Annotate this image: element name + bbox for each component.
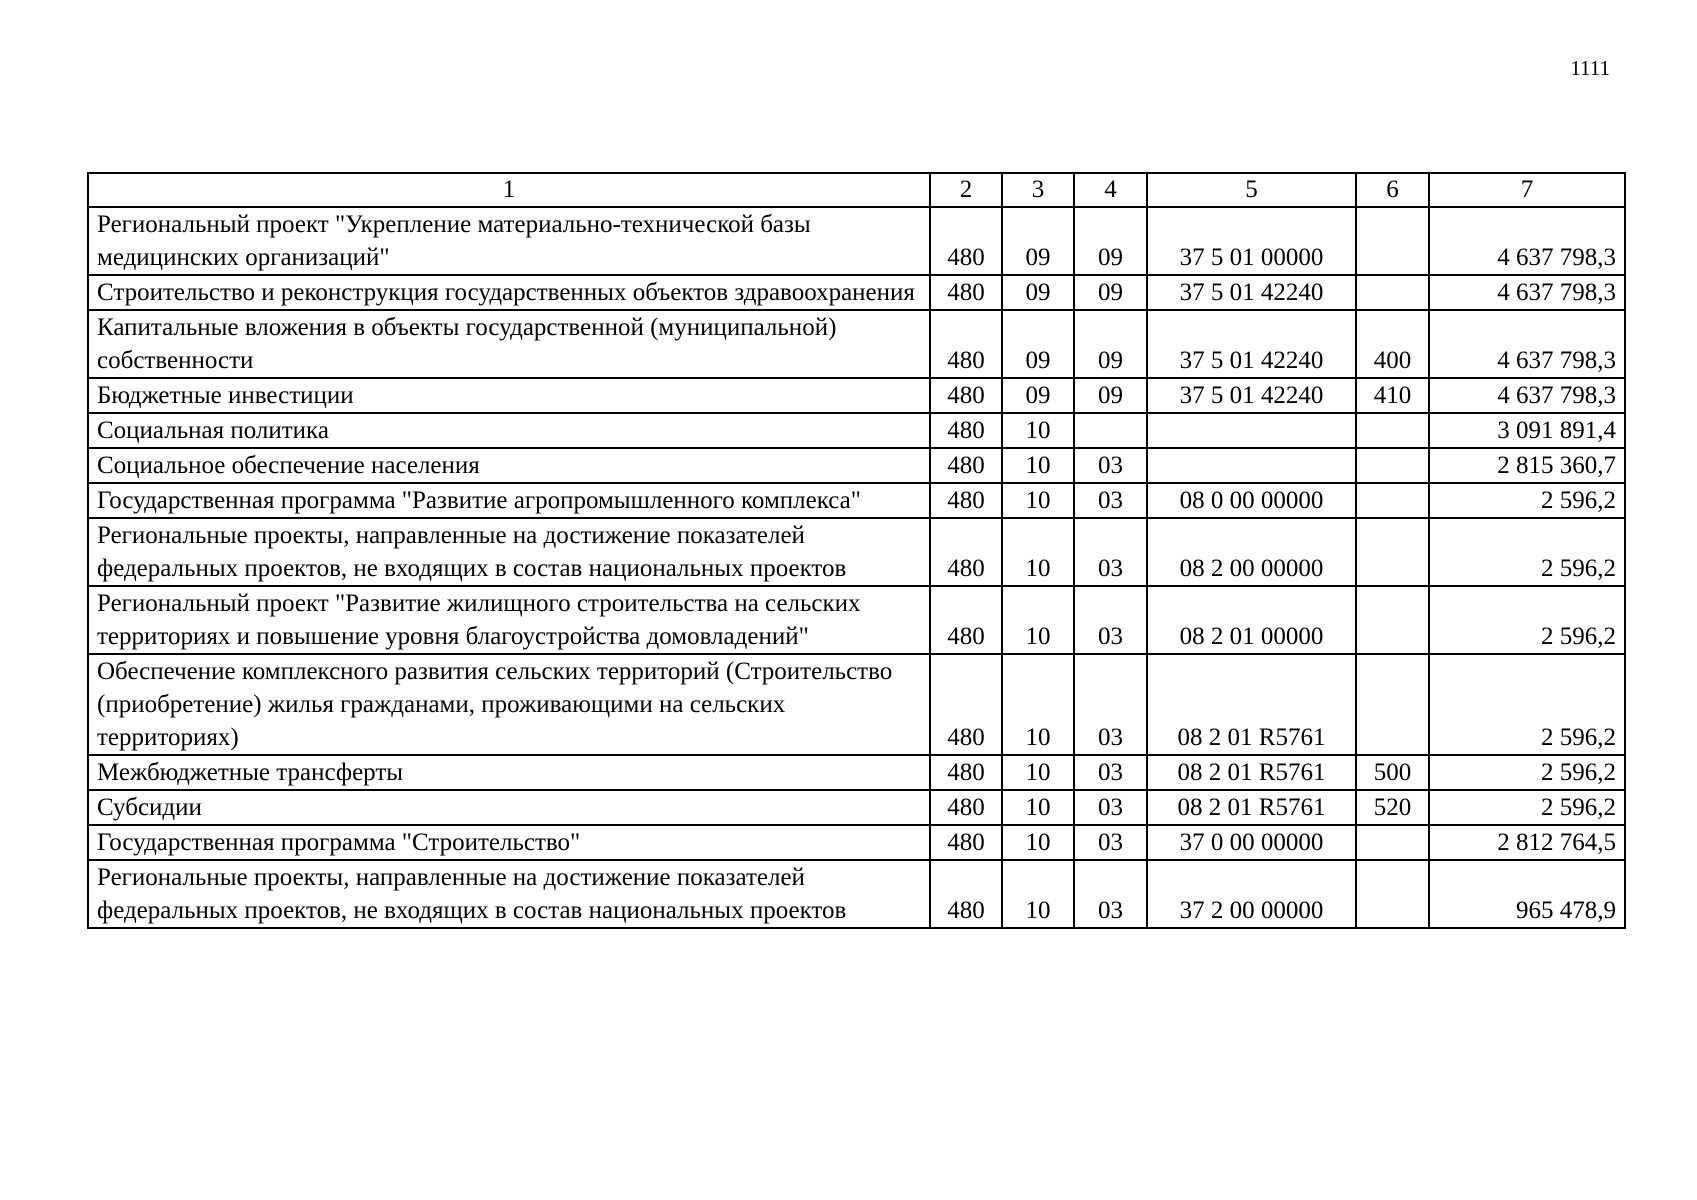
cell-col6	[1356, 586, 1429, 654]
cell-col2: 480	[930, 413, 1002, 448]
cell-col4: 09	[1074, 275, 1147, 310]
cell-col7: 2 596,2	[1429, 483, 1625, 518]
row-name: Субсидии	[88, 790, 930, 825]
cell-col3: 10	[1002, 586, 1074, 654]
header-cell: 4	[1074, 173, 1147, 207]
cell-col6: 400	[1356, 310, 1429, 378]
table-row	[88, 378, 1625, 413]
cell-col7: 2 815 360,7	[1429, 448, 1625, 483]
cell-col6	[1356, 207, 1429, 275]
cell-col2: 480	[930, 483, 1002, 518]
cell-col5: 08 0 00 00000	[1147, 483, 1356, 518]
table-row	[88, 310, 1625, 378]
cell-col7: 2 596,2	[1429, 586, 1625, 654]
cell-col3: 10	[1002, 860, 1074, 928]
table-row	[88, 448, 1625, 483]
cell-col4: 03	[1074, 825, 1147, 860]
table-row	[88, 790, 1625, 825]
cell-col2: 480	[930, 518, 1002, 586]
cell-col3: 10	[1002, 448, 1074, 483]
cell-col4: 03	[1074, 586, 1147, 654]
cell-col3: 10	[1002, 483, 1074, 518]
cell-col7: 2 596,2	[1429, 755, 1625, 790]
cell-col6	[1356, 654, 1429, 755]
cell-col7: 2 596,2	[1429, 654, 1625, 755]
table-row	[88, 518, 1625, 586]
cell-col2: 480	[930, 310, 1002, 378]
header-cell: 6	[1356, 173, 1429, 207]
row-name: Региональные проекты, направленные на достижение показателей федеральных проектов, не входящих в состав национальных проектов	[88, 860, 930, 928]
cell-col5	[1147, 448, 1356, 483]
cell-col3: 10	[1002, 825, 1074, 860]
header-cell: 7	[1429, 173, 1625, 207]
cell-col5: 37 5 01 42240	[1147, 378, 1356, 413]
cell-col2: 480	[930, 275, 1002, 310]
cell-col5: 08 2 01 R5761	[1147, 755, 1356, 790]
table-row	[88, 755, 1625, 790]
row-name: Региональный проект "Укрепление материально-технической базы медицинских организаций"	[88, 207, 930, 275]
header-cell: 2	[930, 173, 1002, 207]
cell-col3: 10	[1002, 518, 1074, 586]
cell-col5: 37 0 00 00000	[1147, 825, 1356, 860]
cell-col6: 520	[1356, 790, 1429, 825]
row-name: Строительство и реконструкция государственных объектов здравоохранения	[88, 275, 930, 310]
header-cell: 1	[88, 173, 930, 207]
cell-col5: 37 5 01 42240	[1147, 275, 1356, 310]
cell-col3: 09	[1002, 378, 1074, 413]
cell-col4: 03	[1074, 448, 1147, 483]
cell-col4: 03	[1074, 790, 1147, 825]
cell-col5: 37 5 01 42240	[1147, 310, 1356, 378]
cell-col5: 37 5 01 00000	[1147, 207, 1356, 275]
row-name: Региональный проект "Развитие жилищного строительства на сельских территориях и повышение уровня благоустройства домовладений"	[88, 586, 930, 654]
row-name: Региональные проекты, направленные на достижение показателей федеральных проектов, не входящих в состав национальных проектов	[88, 518, 930, 586]
cell-col7: 4 637 798,3	[1429, 207, 1625, 275]
row-name: Обеспечение комплексного развития сельских территорий (Строительство (приобретение) жилья гражданами, проживающими на сельских территориях)	[88, 654, 930, 755]
cell-col7: 4 637 798,3	[1429, 310, 1625, 378]
cell-col3: 09	[1002, 207, 1074, 275]
cell-col3: 10	[1002, 413, 1074, 448]
header-row	[88, 173, 1625, 207]
cell-col7: 4 637 798,3	[1429, 378, 1625, 413]
cell-col3: 10	[1002, 755, 1074, 790]
table-row	[88, 275, 1625, 310]
page-number: 1111	[1570, 56, 1610, 80]
cell-col3: 09	[1002, 275, 1074, 310]
row-name: Межбюджетные трансферты	[88, 755, 930, 790]
cell-col5: 37 2 00 00000	[1147, 860, 1356, 928]
cell-col4: 03	[1074, 654, 1147, 755]
cell-col6: 500	[1356, 755, 1429, 790]
cell-col4: 03	[1074, 518, 1147, 586]
cell-col2: 480	[930, 654, 1002, 755]
cell-col7: 4 637 798,3	[1429, 275, 1625, 310]
cell-col4: 09	[1074, 207, 1147, 275]
cell-col4: 09	[1074, 378, 1147, 413]
cell-col4: 09	[1074, 310, 1147, 378]
cell-col6	[1356, 413, 1429, 448]
table-row	[88, 586, 1625, 654]
cell-col7: 965 478,9	[1429, 860, 1625, 928]
table-row	[88, 483, 1625, 518]
row-name: Капитальные вложения в объекты государственной (муниципальной) собственности	[88, 310, 930, 378]
cell-col6	[1356, 518, 1429, 586]
cell-col5: 08 2 01 00000	[1147, 586, 1356, 654]
cell-col2: 480	[930, 860, 1002, 928]
cell-col6	[1356, 483, 1429, 518]
cell-col6	[1356, 825, 1429, 860]
cell-col2: 480	[930, 586, 1002, 654]
table-row	[88, 654, 1625, 755]
cell-col5: 08 2 00 00000	[1147, 518, 1356, 586]
cell-col6	[1356, 448, 1429, 483]
cell-col3: 09	[1002, 310, 1074, 378]
cell-col3: 10	[1002, 790, 1074, 825]
cell-col2: 480	[930, 790, 1002, 825]
cell-col6	[1356, 860, 1429, 928]
row-name: Социальная политика	[88, 413, 930, 448]
cell-col5: 08 2 01 R5761	[1147, 790, 1356, 825]
cell-col2: 480	[930, 448, 1002, 483]
cell-col7: 2 596,2	[1429, 518, 1625, 586]
cell-col6: 410	[1356, 378, 1429, 413]
row-name: Государственная программа "Строительство"	[88, 825, 930, 860]
cell-col2: 480	[930, 378, 1002, 413]
cell-col5	[1147, 413, 1356, 448]
cell-col7: 2 596,2	[1429, 790, 1625, 825]
cell-col6	[1356, 275, 1429, 310]
cell-col4: 03	[1074, 755, 1147, 790]
cell-col2: 480	[930, 207, 1002, 275]
cell-col2: 480	[930, 825, 1002, 860]
header-cell: 3	[1002, 173, 1074, 207]
cell-col3: 10	[1002, 654, 1074, 755]
cell-col5: 08 2 01 R5761	[1147, 654, 1356, 755]
table-row	[88, 207, 1625, 275]
cell-col4	[1074, 413, 1147, 448]
cell-col7: 3 091 891,4	[1429, 413, 1625, 448]
table-row	[88, 860, 1625, 928]
cell-col4: 03	[1074, 483, 1147, 518]
cell-col4: 03	[1074, 860, 1147, 928]
header-cell: 5	[1147, 173, 1356, 207]
table-row	[88, 413, 1625, 448]
cell-col2: 480	[930, 755, 1002, 790]
cell-col7: 2 812 764,5	[1429, 825, 1625, 860]
row-name: Бюджетные инвестиции	[88, 378, 930, 413]
budget-table	[87, 172, 1626, 929]
table-row	[88, 825, 1625, 860]
row-name: Социальное обеспечение населения	[88, 448, 930, 483]
row-name: Государственная программа "Развитие агропромышленного комплекса"	[88, 483, 930, 518]
